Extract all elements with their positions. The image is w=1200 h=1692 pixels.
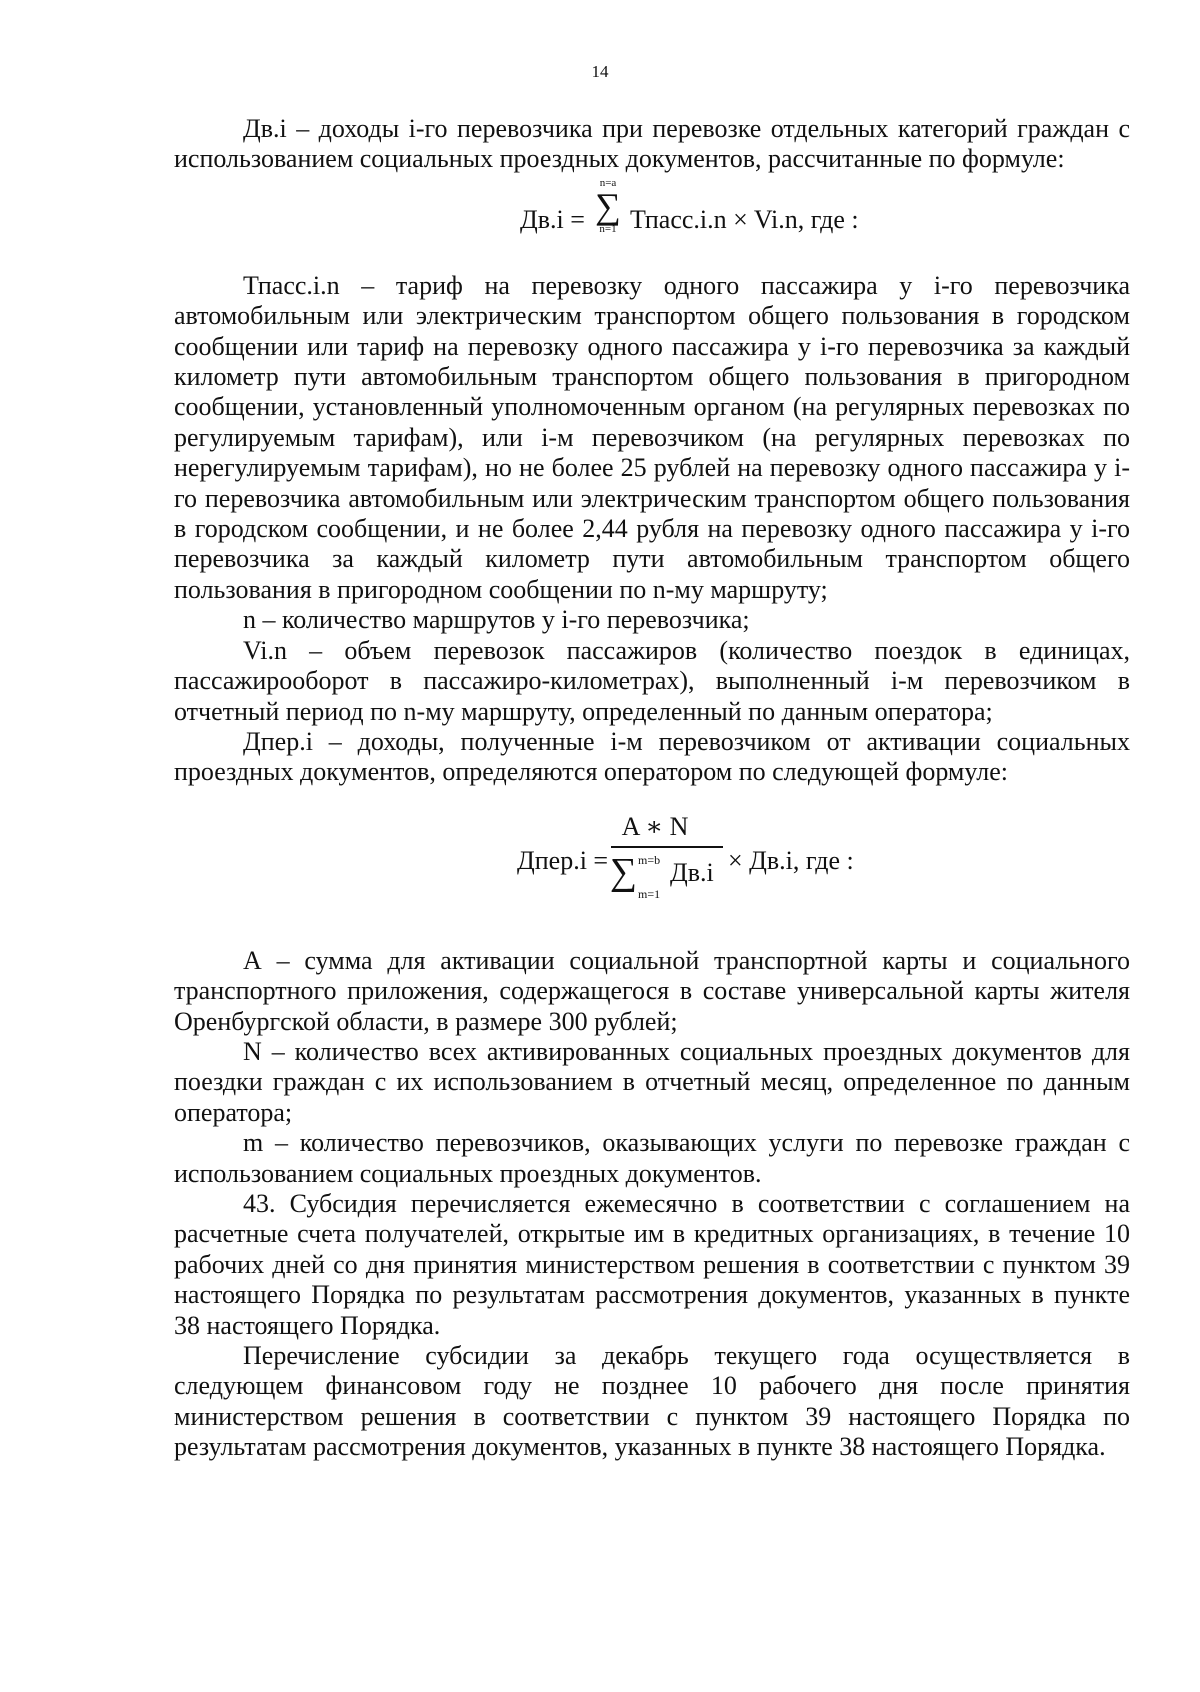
page-number: 14 <box>591 62 609 81</box>
paragraph-dv-definition: Дв.i – доходы i-го перевозчика при перевозке отдельных категорий граждан с использованием социальных проездных документов, рассчитанные по формуле: <box>174 114 1130 174</box>
formula-dper-numerator: A ∗ N <box>621 811 689 841</box>
formula-dper-sum-upper: m=b <box>638 852 661 867</box>
paragraph-n-definition: n – количество маршрутов у i-го перевозчика; <box>243 605 750 635</box>
formula-dv <box>174 175 1130 271</box>
paragraph-vin-definition: Vi.n – объем перевозок пассажиров (количество поездок в единицах, пассажирооборот в пассажиро-километрах), выполненный i-м перевозчиком в отчетный период по n-му маршруту, определенный по данным оператора; <box>174 635 1130 726</box>
paragraph-tariff-definition: Тпасс.i.n – тариф на перевозку одного пассажира у i-го перевозчика автомобильным или электрическим транспортом общего пользования в городском сообщении или тариф на перевозку одного пассажира у i-го перевозчика за каждый километр пути автомобильным транспортом общего пользования в пригородном сообщении, установленный уполномоченным органом (на регулярных перевозках по регулируемым тарифам), или i-м перевозчиком (на регулярных перевозках по нерегулируемым тарифам), но не более 25 рублей на перевозку одного пассажира у i-го перевозчика автомобильным или электрическим транспортом общего пользования в городском сообщении, и не более 2,44 рубля на перевозку одного пассажира у i-го перевозчика за каждый километр пути автомобильным транспортом общего пользования в пригородном сообщении по n-му маршруту; <box>174 270 1130 604</box>
formula-dper <box>174 788 1130 946</box>
document-body <box>174 114 1130 1463</box>
paragraph-n-activated-definition: N – количество всех активированных социальных проездных документов для поездки граждан с их использованием в отчетный месяц, определенное по данным оператора; <box>174 1036 1130 1127</box>
sigma-symbol: ∑ <box>610 850 638 893</box>
paragraph-m-definition: m – количество перевозчиков, оказывающих услуги по перевозке граждан с использованием социальных проездных документов. <box>174 1128 1130 1188</box>
formula-dper-denominator <box>608 850 728 912</box>
paragraph-december-transfer: Перечисление субсидии за декабрь текущего года осуществляется в следующем финансовом году не позднее 10 рабочего дня после принятия министерством решения в соответствии с пунктом 39 настоящего Порядка по результатам рассмотрения документов, указанных в пункте 38 настоящего Порядка. <box>174 1341 1130 1462</box>
formula-dper-rhs: × Дв.i, где : <box>728 845 854 875</box>
formula-dv-sum-lower: n=1 <box>599 222 617 235</box>
fraction-bar <box>611 846 723 848</box>
paragraph-dper-definition: Дпер.i – доходы, полученные i-м перевозчиком от активации социальных проездных документов, определяются оператором по следующей формуле: <box>174 726 1130 787</box>
formula-dper-denominator-term: Дв.i <box>670 857 714 887</box>
formula-dv-lhs: Дв.i = <box>520 204 585 234</box>
formula-dv-sum-upper: n=a <box>599 176 617 189</box>
formula-dper-sum-lower: m=1 <box>638 886 661 901</box>
paragraph-item-43: 43. Субсидия перечисляется ежемесячно в соответствии с соглашением на расчетные счета получателей, открытые им в кредитных организациях, в течение 10 рабочих дней со дня принятия министерством решения в соответствии с пунктом 39 настоящего Порядка по результатам рассмотрения документов, указанных в пункте 38 настоящего Порядка. <box>174 1188 1130 1340</box>
sigma-symbol: ∑ <box>595 185 621 226</box>
formula-dv-sum <box>590 177 626 235</box>
paragraph-a-definition: А – сумма для активации социальной транспортной карты и социального транспортного приложения, содержащегося в составе универсальной карты жителя Оренбургской области, в размере 300 рублей; <box>174 945 1130 1036</box>
formula-dper-lhs: Дпер.i = <box>517 845 609 875</box>
formula-dv-rhs: Тпасс.i.n × Vi.n, где : <box>630 204 859 234</box>
